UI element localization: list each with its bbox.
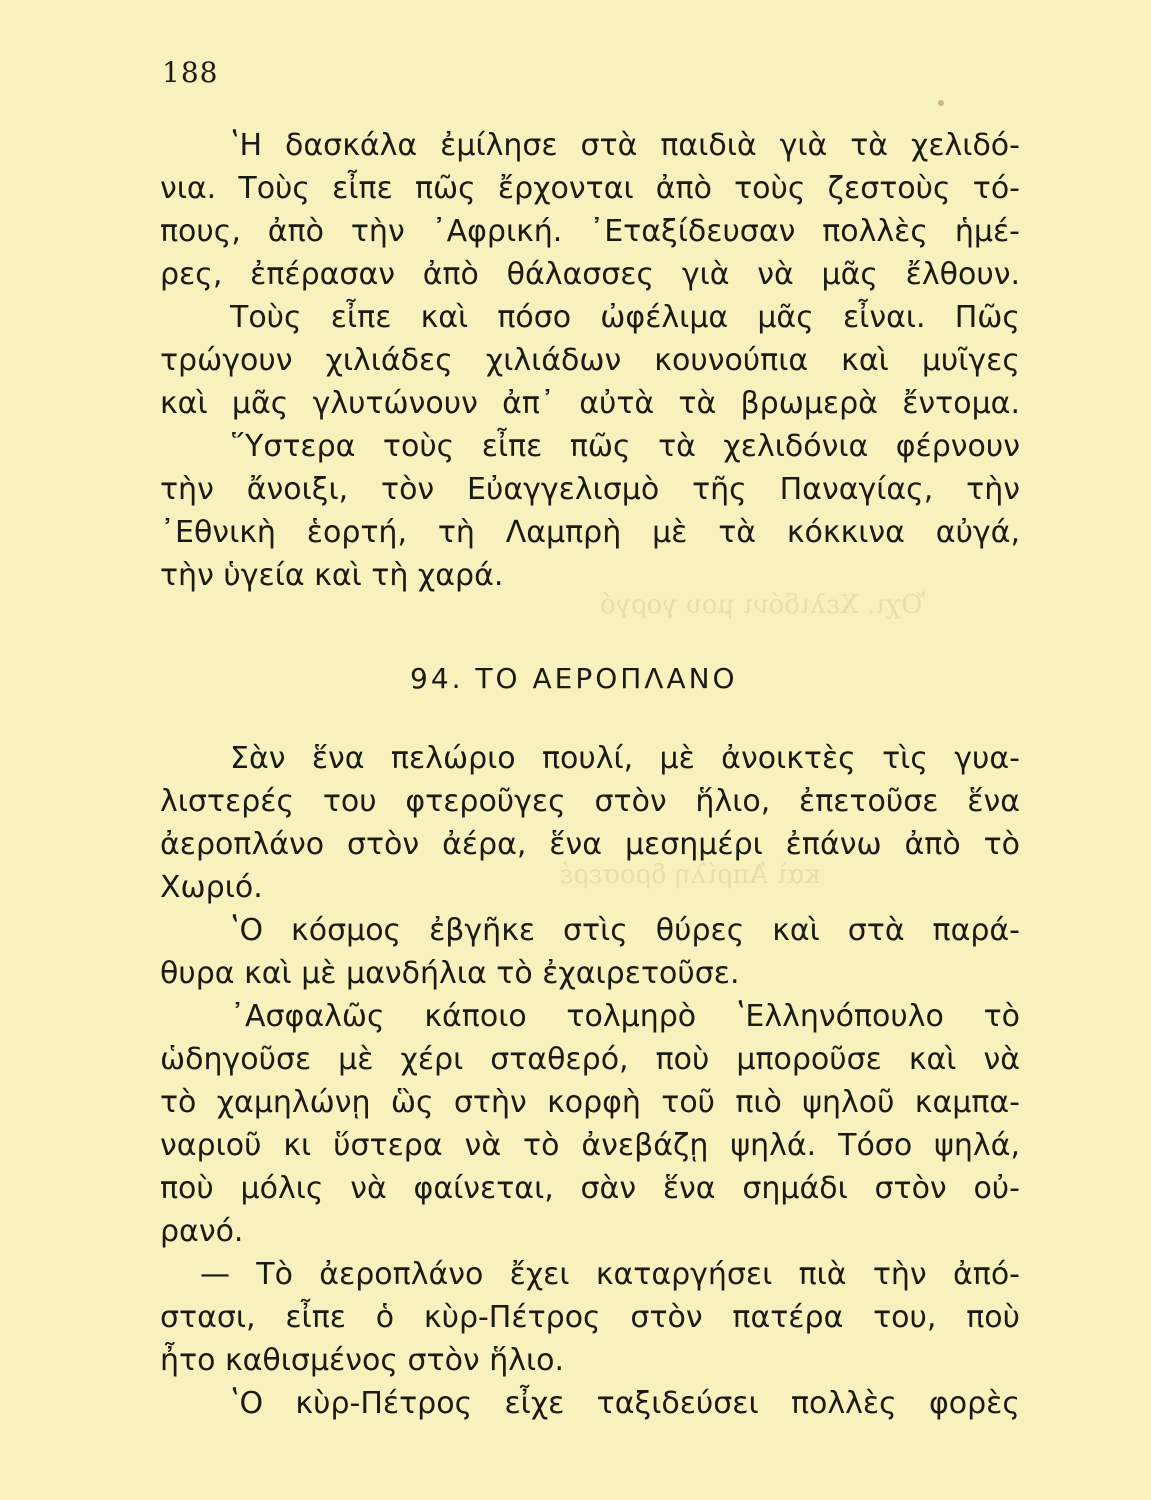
text-line: ἀεροπλάνο στὸν ἀέρα, ἕνα μεσημέρι ἐπάνω ἀπὸ τὸ: [160, 827, 1020, 862]
text-line: τὴν ὑγεία καὶ τὴ χαρά.: [160, 558, 504, 593]
text-line: ὡδηγοῦσε μὲ χέρι σταθερό, ποὺ μποροῦσε καὶ νὰ: [160, 1042, 1020, 1077]
text-line: θυρα καὶ μὲ μανδήλια τὸ ἐχαιρετοῦσε.: [160, 956, 740, 991]
text-line: ρανό.: [160, 1214, 244, 1249]
text-line: ποὺ μόλις νὰ φαίνεται, σὰν ἕνα σημάδι στὸν οὐ-: [160, 1171, 1020, 1206]
text-line: Τοὺς εἶπε καὶ πόσο ὠφέλιμα μᾶς εἶναι. Πῶς: [230, 300, 1020, 335]
text-line: ρες, ἐπέρασαν ἀπὸ θάλασσες γιὰ νὰ μᾶς ἔλθουν.: [160, 257, 1020, 292]
bleed-through-text: Ὄχι. Χελιδόνι μου γοργό: [600, 590, 926, 620]
text-line: πους, ἀπὸ τὴν ᾿Αφρική. ᾿Εταξίδευσαν πολλὲς ἡμέ-: [160, 214, 1020, 249]
text-line: καὶ μᾶς γλυτώνουν ἀπ᾿ αὐτὰ τὰ βρωμερὰ ἔντομα.: [160, 386, 1020, 421]
ink-speck: [938, 100, 944, 106]
text-line: ᾿Ασφαλῶς κάποιο τολμηρὸ ʽΕλληνόπουλο τὸ: [230, 999, 1020, 1034]
text-line: — Τὸ ἀεροπλάνο ἔχει καταργήσει πιὰ τὴν ἀπό-: [200, 1257, 1020, 1292]
text-line: ῞Υστερα τοὺς εἶπε πῶς τὰ χελιδόνια φέρνουν: [230, 429, 1020, 464]
text-line: Σὰν ἕνα πελώριο πουλί, μὲ ἀνοικτὲς τὶς γυα-: [230, 741, 1020, 776]
text-line: νια. Τοὺς εἶπε πῶς ἔρχονται ἀπὸ τοὺς ζεστοὺς τό-: [160, 171, 1020, 206]
text-line: τὸ χαμηλώνῃ ὣς στὴν κορφὴ τοῦ πιὸ ψηλοῦ καμπα-: [160, 1085, 1020, 1120]
text-line: λιστερές του φτεροῦγες στὸν ἥλιο, ἐπετοῦσε ἕνα: [160, 784, 1020, 819]
text-block-bottom: [160, 737, 1020, 1425]
text-line: Χωριό.: [160, 870, 263, 905]
text-line: ᾿Εθνικὴ ἑορτή, τὴ Λαμπρὴ μὲ τὰ κόκκινα αὐγά,: [160, 515, 1020, 550]
text-line: στασι, εἶπε ὁ κὺρ-Πέτρος στὸν πατέρα του, ποὺ: [160, 1300, 1020, 1335]
page-number: 188: [162, 56, 219, 89]
text-line: τρώγουν χιλιάδες χιλιάδων κουνούπια καὶ μυῖγες: [160, 343, 1020, 378]
text-line: ναριοῦ κι ὕστερα νὰ τὸ ἀνεβάζῃ ψηλά. Τόσο ψηλά,: [160, 1128, 1020, 1163]
text-line: ʽΗ δασκάλα ἐμίλησε στὰ παιδιὰ γιὰ τὰ χελιδό-: [230, 128, 1020, 163]
text-line: ἦτο καθισμένος στὸν ἥλιο.: [160, 1343, 565, 1378]
text-line: τὴν ἄνοιξι, τὸν Εὐαγγελισμὸ τῆς Παναγίας, τὴν: [160, 472, 1020, 507]
text-line: ʽΟ κὺρ-Πέτρος εἶχε ταξιδεύσει πολλὲς φορὲς: [230, 1386, 1020, 1421]
section-title: 94. ΤΟ ΑΕΡΟΠΛΑΝΟ: [410, 662, 738, 695]
text-line: ʽΟ κόσμος ἐβγῆκε στὶς θύρες καὶ στὰ παρά-: [230, 913, 1020, 948]
text-block-top: [160, 124, 1020, 597]
bleed-through-text: καὶ Ἀπρίλη δροσερέ: [560, 860, 821, 890]
